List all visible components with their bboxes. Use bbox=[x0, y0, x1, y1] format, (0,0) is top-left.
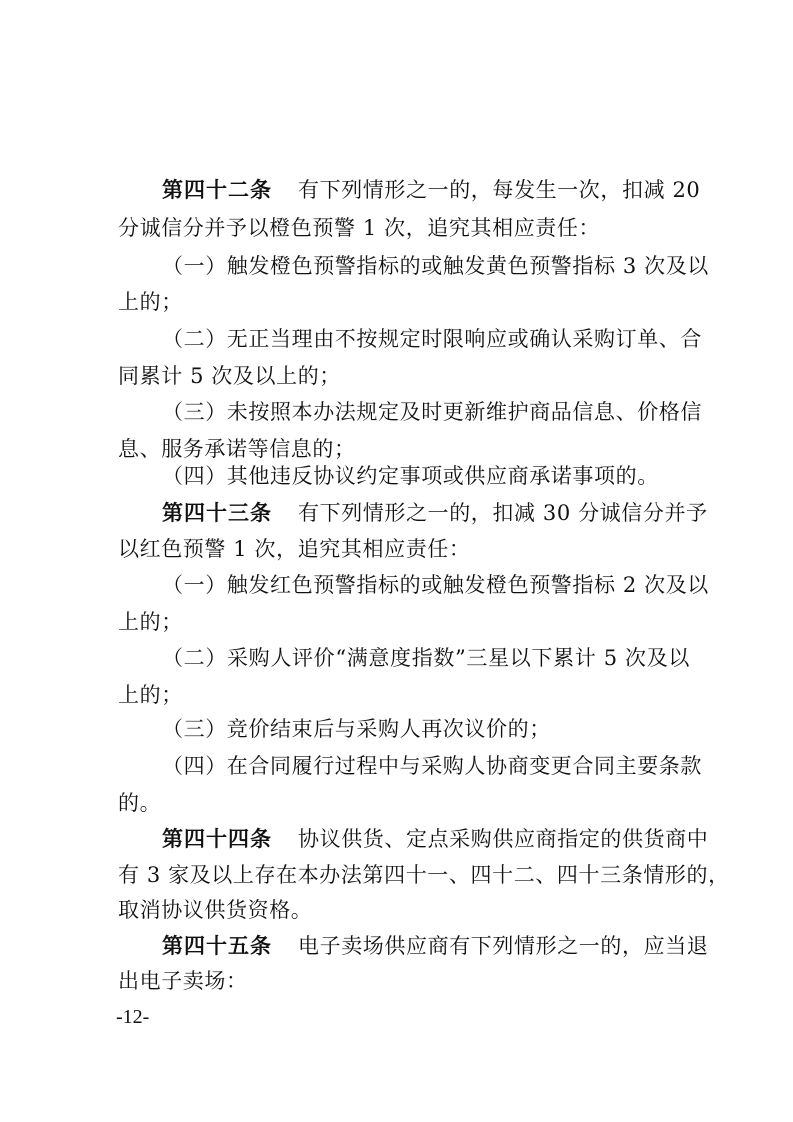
article-42-item-2-line-2: 同累计 5 次及以上的； bbox=[118, 364, 341, 388]
article-43-label: 第四十三条 bbox=[162, 500, 272, 525]
article-42-item-4: （四）其他违反协议约定事项或供应商承诺事项的。 bbox=[162, 464, 659, 488]
article-43-item-3: （三）竞价结束后与采购人再次议价的； bbox=[162, 717, 551, 741]
article-42-item-2-line-1: （二）无正当理由不按规定时限响应或确认采购订单、合 bbox=[162, 327, 702, 351]
article-42-intro-1: 有下列情形之一的，每发生一次，扣减 20 bbox=[298, 178, 701, 202]
article-42-item-1-line-2: 上的； bbox=[118, 290, 183, 314]
article-44-line-1 bbox=[162, 825, 709, 853]
article-42-item-3-line-1: （三）未按照本办法规定及时更新维护商品信息、价格信 bbox=[162, 400, 702, 424]
article-43-item-1-line-2: 上的； bbox=[118, 610, 183, 634]
article-43-item-2-line-2: 上的； bbox=[118, 683, 183, 707]
article-44-label: 第四十四条 bbox=[162, 826, 272, 851]
article-42-intro-2: 分诚信分并予以橙色预警 1 次，追究其相应责任： bbox=[118, 216, 601, 240]
article-42-line-1 bbox=[162, 176, 701, 204]
article-43-line-1 bbox=[162, 499, 708, 527]
article-42-item-3-line-2: 息、服务承诺等信息的； bbox=[118, 437, 356, 461]
article-45-line-1 bbox=[162, 932, 709, 960]
article-45-label: 第四十五条 bbox=[162, 933, 272, 958]
article-42-item-1-line-1: （一）触发橙色预警指标的或触发黄色预警指标 3 次及以 bbox=[162, 254, 709, 278]
page-number: -12- bbox=[116, 1006, 150, 1028]
article-44-intro-1: 协议供货、定点采购供应商指定的供货商中 bbox=[298, 827, 709, 851]
article-43-intro-2: 以红色预警 1 次，追究其相应责任： bbox=[118, 537, 471, 561]
article-43-item-2-line-1: （二）采购人评价“满意度指数”三星以下累计 5 次及以 bbox=[162, 646, 690, 670]
article-43-item-4-line-2: 的。 bbox=[118, 791, 162, 815]
article-44-intro-2: 有 3 家及以上存在本办法第四十一、四十二、四十三条情形的， bbox=[118, 863, 730, 887]
article-43-item-1-line-1: （一）触发红色预警指标的或触发橙色预警指标 2 次及以 bbox=[162, 573, 709, 597]
article-43-item-4-line-1: （四）在合同履行过程中与采购人协商变更合同主要条款 bbox=[162, 754, 702, 778]
article-44-intro-3: 取消协议供货资格。 bbox=[118, 898, 313, 922]
article-43-intro-1: 有下列情形之一的，扣减 30 分诚信分并予 bbox=[298, 501, 708, 525]
article-42-label: 第四十二条 bbox=[162, 177, 272, 202]
article-45-intro-1: 电子卖场供应商有下列情形之一的，应当退 bbox=[298, 934, 709, 958]
article-45-intro-2: 出电子卖场： bbox=[118, 969, 248, 993]
